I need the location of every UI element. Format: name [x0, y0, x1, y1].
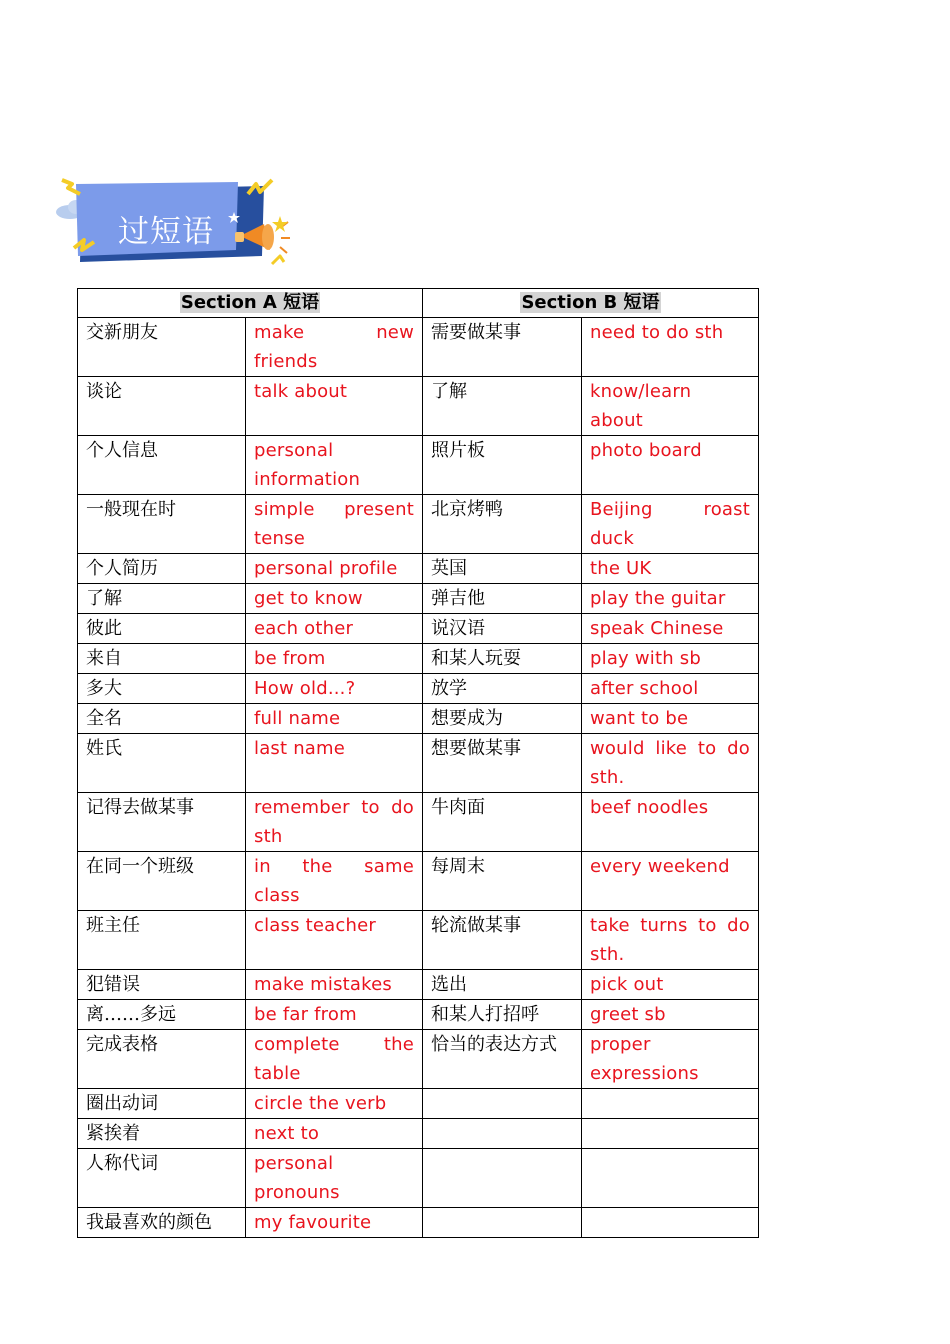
section-a-chinese: 完成表格 [78, 1030, 246, 1089]
table-row [78, 1000, 759, 1030]
section-a-suffix: 短语 [283, 292, 320, 313]
section-a-chinese: 圈出动词 [78, 1089, 246, 1119]
section-a-chinese: 紧挨着 [78, 1119, 246, 1149]
table-row [78, 852, 759, 911]
section-b-english: speak Chinese [582, 614, 759, 644]
section-a-english: get to know [246, 584, 423, 614]
section-b-chinese [423, 1149, 582, 1208]
section-b-chinese: 了解 [423, 377, 582, 436]
section-a-chinese: 全名 [78, 704, 246, 734]
section-b-chinese: 每周末 [423, 852, 582, 911]
table-row [78, 377, 759, 436]
section-a-english: be from [246, 644, 423, 674]
section-b-english: want to be [582, 704, 759, 734]
section-a-english: in the same class [246, 852, 423, 911]
section-banner [52, 176, 297, 268]
table-row [78, 318, 759, 377]
section-b-english: proper expressions [582, 1030, 759, 1089]
spark-icon [272, 256, 284, 264]
section-a-header-text [180, 292, 320, 313]
section-a-label: Section A [180, 292, 277, 313]
section-a-chinese: 交新朋友 [78, 318, 246, 377]
table-row [78, 1208, 759, 1238]
section-b-english: need to do sth [582, 318, 759, 377]
table-row [78, 1119, 759, 1149]
section-b-chinese [423, 1119, 582, 1149]
section-a-english: my favourite [246, 1208, 423, 1238]
section-b-chinese: 想要做某事 [423, 734, 582, 793]
section-a-english: personal profile [246, 554, 423, 584]
table-row [78, 1149, 759, 1208]
section-a-chinese: 个人简历 [78, 554, 246, 584]
section-b-chinese: 英国 [423, 554, 582, 584]
section-b-chinese: 选出 [423, 970, 582, 1000]
section-b-chinese [423, 1089, 582, 1119]
section-a-english: class teacher [246, 911, 423, 970]
section-a-english: personal information [246, 436, 423, 495]
section-b-label: Section B [521, 292, 618, 313]
table-row [78, 793, 759, 852]
section-b-english [582, 1208, 759, 1238]
section-a-chinese: 姓氏 [78, 734, 246, 793]
table-row [78, 554, 759, 584]
section-a-english: make new friends [246, 318, 423, 377]
table-row [78, 1089, 759, 1119]
section-a-chinese: 离……多远 [78, 1000, 246, 1030]
section-a-english: full name [246, 704, 423, 734]
section-b-chinese: 弹吉他 [423, 584, 582, 614]
section-b-chinese: 照片板 [423, 436, 582, 495]
table-row [78, 644, 759, 674]
section-a-chinese: 在同一个班级 [78, 852, 246, 911]
section-b-english: know/learn about [582, 377, 759, 436]
section-b-chinese: 和某人玩耍 [423, 644, 582, 674]
section-a-chinese: 人称代词 [78, 1149, 246, 1208]
section-a-english: How old...? [246, 674, 423, 704]
section-a-chinese: 谈论 [78, 377, 246, 436]
section-b-english: after school [582, 674, 759, 704]
section-b-chinese: 北京烤鸭 [423, 495, 582, 554]
section-a-english: last name [246, 734, 423, 793]
section-a-english: complete the table [246, 1030, 423, 1089]
table-row [78, 436, 759, 495]
section-b-english: beef noodles [582, 793, 759, 852]
section-b-english: photo board [582, 436, 759, 495]
section-b-english: take turns to do sth. [582, 911, 759, 970]
section-b-suffix: 短语 [623, 292, 660, 313]
phrase-table [77, 288, 759, 1238]
table-row [78, 614, 759, 644]
section-a-english: remember to do sth [246, 793, 423, 852]
section-a-english: circle the verb [246, 1089, 423, 1119]
section-b-english: Beijing roast duck [582, 495, 759, 554]
section-b-english: would like to do sth. [582, 734, 759, 793]
phrase-table-body [78, 318, 759, 1238]
section-b-chinese: 恰当的表达方式 [423, 1030, 582, 1089]
section-b-english: greet sb [582, 1000, 759, 1030]
section-b-english: play with sb [582, 644, 759, 674]
section-b-english: pick out [582, 970, 759, 1000]
section-a-chinese: 多大 [78, 674, 246, 704]
section-a-english: talk about [246, 377, 423, 436]
section-b-english: play the guitar [582, 584, 759, 614]
section-b-chinese: 轮流做某事 [423, 911, 582, 970]
table-row [78, 704, 759, 734]
section-b-english: the UK [582, 554, 759, 584]
section-a-english: be far from [246, 1000, 423, 1030]
section-a-english: personal pronouns [246, 1149, 423, 1208]
table-row [78, 584, 759, 614]
section-a-chinese: 了解 [78, 584, 246, 614]
section-a-chinese: 记得去做某事 [78, 793, 246, 852]
section-b-chinese [423, 1208, 582, 1238]
table-row [78, 911, 759, 970]
section-b-english [582, 1119, 759, 1149]
section-a-chinese: 犯错误 [78, 970, 246, 1000]
section-b-english: every weekend [582, 852, 759, 911]
section-a-header [78, 289, 423, 318]
table-row [78, 734, 759, 793]
section-b-english [582, 1089, 759, 1119]
section-b-chinese: 放学 [423, 674, 582, 704]
section-a-chinese: 来自 [78, 644, 246, 674]
banner-title: 过短语 [118, 214, 214, 250]
section-b-chinese: 想要成为 [423, 704, 582, 734]
table-row [78, 1030, 759, 1089]
section-a-chinese: 我最喜欢的颜色 [78, 1208, 246, 1238]
section-a-english: make mistakes [246, 970, 423, 1000]
section-b-chinese: 需要做某事 [423, 318, 582, 377]
section-b-english [582, 1149, 759, 1208]
section-a-chinese: 一般现在时 [78, 495, 246, 554]
table-header-row [78, 289, 759, 318]
section-b-chinese: 和某人打招呼 [423, 1000, 582, 1030]
table-row [78, 970, 759, 1000]
section-b-chinese: 说汉语 [423, 614, 582, 644]
section-b-header-text [520, 292, 660, 313]
section-a-english: next to [246, 1119, 423, 1149]
section-a-english: simple present tense [246, 495, 423, 554]
section-a-chinese: 个人信息 [78, 436, 246, 495]
section-b-header [423, 289, 759, 318]
section-a-chinese: 彼此 [78, 614, 246, 644]
section-b-chinese: 牛肉面 [423, 793, 582, 852]
section-a-english: each other [246, 614, 423, 644]
table-row [78, 674, 759, 704]
table-row [78, 495, 759, 554]
section-a-chinese: 班主任 [78, 911, 246, 970]
